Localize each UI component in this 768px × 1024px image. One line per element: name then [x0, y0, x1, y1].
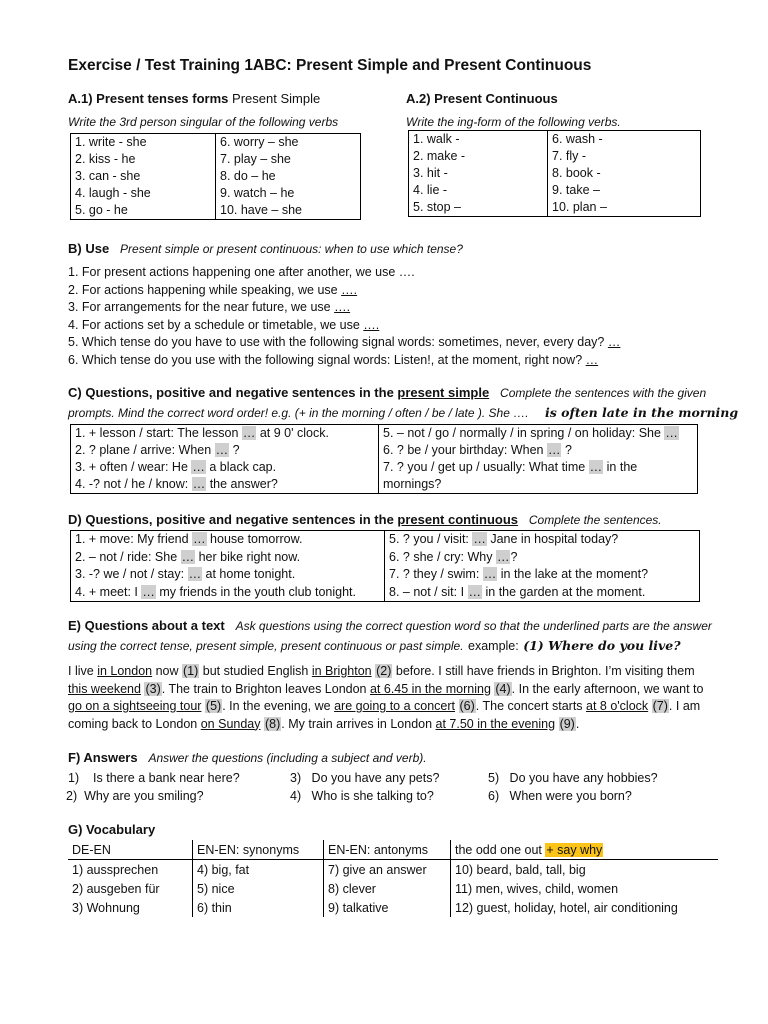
b-line [68, 282, 620, 300]
f-num: 6) [488, 789, 500, 803]
d-item [75, 566, 356, 584]
c-instruction-line [68, 404, 738, 422]
a1-table [70, 133, 361, 220]
d-text: Jane in hospital today? [486, 532, 619, 546]
d-instruction: Complete the sentences. [528, 513, 662, 527]
c-blank: … [192, 477, 206, 491]
a2-col1 [409, 131, 548, 217]
c-item [379, 459, 697, 476]
a1-col2 [216, 134, 361, 220]
a2-item: 3. hit - [413, 166, 448, 180]
e-instruction2: using the correct tense, present simple, present continuous or past simple. [68, 639, 464, 653]
c-text: 3. + often / wear: He [75, 460, 192, 474]
e-example-label: example: [468, 639, 519, 653]
d-table [70, 530, 700, 602]
d-heading-line [68, 512, 662, 527]
a2-item: 2. make - [413, 149, 466, 163]
page-title: Exercise / Test Training 1ABC: Present Simple and Present Continuous [68, 57, 592, 74]
a1-heading-bold: A.1) Present tenses forms [68, 91, 229, 106]
a2-item: 5. stop – [413, 200, 461, 214]
b-line [68, 264, 620, 282]
d-blank: … [188, 567, 202, 581]
f-text: Is there a bank near here? [93, 771, 240, 785]
e-text: but studied English [199, 664, 312, 678]
e-text: . In the early afternoon, we want to [511, 681, 704, 696]
c-text: 7. ? you / get up / usually: What time [383, 460, 589, 474]
b-line [68, 299, 620, 317]
f-text: Who is she talking to? [311, 789, 434, 803]
c-item [71, 476, 378, 493]
f-text: When were you born? [509, 789, 632, 803]
b-instruction: Present simple or present continuous: when to use which tense? [120, 242, 463, 256]
c-blank: … [215, 443, 229, 457]
c-blank: … [242, 426, 256, 440]
d-heading: D) Questions, positive and negative sentences in the [68, 512, 398, 527]
e-underlined-answer: go on a sightseeing tour [68, 699, 202, 713]
c-item [71, 459, 378, 476]
a1-heading [68, 91, 320, 107]
b-line [68, 317, 620, 335]
b-line [68, 352, 620, 370]
f-item [68, 771, 240, 785]
c-text: 5. – not / go / normally / in spring / on holiday: She [383, 426, 665, 440]
f-text: Do you have any pets? [311, 771, 440, 785]
c-heading: C) Questions, positive and negative sentences in the [68, 385, 398, 400]
a1-item: 1. write - she [75, 135, 147, 149]
e-question-number: (8) [265, 716, 281, 731]
b-line-text: 2. For actions happening while speaking, we use [68, 282, 342, 297]
d-item [389, 549, 648, 567]
e-underlined-answer: are going to a concert [334, 699, 456, 713]
e-text: . In the evening, we [222, 699, 335, 713]
a2-item: 8. book - [552, 166, 601, 180]
c-instruction: Complete the sentences with the given [500, 386, 707, 400]
c-example-answer: is often late in the morning [545, 405, 739, 420]
f-heading-line [68, 750, 427, 765]
g-header-odd [451, 840, 719, 860]
a1-item: 8. do – he [220, 169, 276, 183]
d-blank: … [181, 549, 195, 564]
c-item [379, 425, 697, 442]
d-text: my friends in the youth club tonight. [155, 584, 356, 599]
d-item [389, 566, 648, 584]
e-underlined-answer: this weekend [68, 681, 141, 696]
d-text: 8. – not / sit: I [389, 584, 468, 599]
e-underlined-answer: in London [97, 664, 153, 678]
b-heading: B) Use [68, 241, 110, 256]
c-item [379, 476, 697, 493]
f-num: 5) [488, 771, 500, 785]
e-instruction-line [68, 637, 681, 655]
e-underlined-answer: at 6.45 in the morning [369, 681, 491, 696]
c-text: a black cap. [205, 460, 277, 474]
c-blank: … [547, 443, 561, 457]
a1-item: 9. watch – he [220, 186, 295, 200]
f-num: 4) [290, 789, 302, 803]
a2-instruction: Write the ing-form of the following verbs. [406, 115, 621, 129]
e-text [455, 699, 458, 713]
a1-item: 7. play – she [220, 152, 291, 166]
f-item [488, 771, 658, 785]
e-question-number: (1) [183, 664, 199, 678]
d-text: 5. ? you / visit: [389, 532, 473, 546]
g-cell: 7) give an answer [324, 860, 451, 880]
c-blank: … [665, 426, 678, 440]
b-blank: …. [334, 300, 351, 314]
e-text: . The concert starts [475, 699, 587, 713]
e-text: I live [68, 664, 98, 678]
a1-item: 4. laugh - she [75, 186, 151, 200]
d-blank: … [468, 584, 482, 599]
g-row [68, 879, 718, 898]
c-text: ? [561, 443, 572, 457]
e-text: now [152, 664, 182, 678]
d-col-left [75, 531, 356, 601]
e-example-answer: (1) Where do you live? [523, 638, 681, 653]
d-divider [384, 531, 385, 601]
g-cell: 10) beard, bald, tall, big [455, 862, 586, 877]
a1-item: 10. have – she [220, 203, 303, 217]
d-text: 2. – not / ride: She [75, 549, 181, 564]
d-col-right [389, 531, 648, 601]
e-underlined-answer: at 7.50 in the evening [435, 716, 556, 731]
c-text: at 9 0' clock. [256, 426, 329, 440]
a2-item: 4. lie - [413, 183, 448, 197]
c-text: 1. + lesson / start: The lesson [75, 426, 242, 440]
b-line [68, 334, 620, 352]
f-instruction: Answer the questions (including a subject and verb). [148, 751, 427, 765]
f-text: Do you have any hobbies? [509, 771, 658, 785]
g-cell: 6) thin [193, 898, 324, 917]
c-item [71, 442, 378, 459]
a2-heading: A.2) Present Continuous [406, 91, 558, 106]
d-item [75, 531, 356, 549]
c-text: 4. -? not / he / know: [75, 477, 192, 491]
d-blank: … [193, 532, 206, 546]
d-text: 6. ? she / cry: Why [389, 549, 496, 564]
a2-item: 9. take – [552, 183, 600, 197]
e-underlined-answer: on Sunday [200, 716, 261, 731]
d-text: in the garden at the moment. [482, 584, 646, 599]
f-item [66, 789, 204, 803]
c-item [379, 442, 697, 459]
c-text: 2. ? plane / arrive: When [75, 443, 215, 457]
c-col-right [379, 425, 698, 494]
d-text: 4. + meet: I [75, 584, 142, 599]
b-line-text: 1. For present actions happening one after another, we use …. [68, 265, 415, 279]
c-col-left [71, 425, 379, 494]
g-cell: 2) ausgeben für [68, 879, 193, 898]
d-text: ? [510, 549, 518, 564]
a2-item: 1. walk - [413, 132, 460, 146]
d-text: 1. + move: My friend [75, 532, 193, 546]
g-header-text: the odd one out [455, 842, 542, 857]
g-cell: 1) aussprechen [68, 860, 193, 880]
g-header-highlight: + say why [546, 842, 603, 857]
d-text: house tomorrow. [206, 532, 303, 546]
d-text: 7. ? they / swim: [389, 567, 483, 581]
f-num: 2) [66, 789, 78, 803]
f-item [488, 789, 632, 803]
d-blank: … [142, 584, 155, 599]
g-cell: 5) nice [193, 879, 324, 898]
b-line-text: 3. For arrangements for the near future, we use [68, 300, 335, 314]
b-blank: … [585, 352, 599, 367]
d-item [75, 584, 356, 602]
e-question-number: (4) [495, 681, 511, 696]
g-cell: 11) men, wives, child, women [455, 881, 619, 896]
b-line-text: 5. Which tense do you have to use with the following signal words: sometimes, never, every day? [68, 335, 608, 349]
e-question-number: (3) [145, 681, 161, 696]
b-blank: …. [363, 317, 380, 332]
e-paragraph [68, 663, 704, 733]
a1-instruction: Write the 3rd person singular of the following verbs [68, 115, 339, 129]
a2-item: 10. plan – [552, 200, 607, 214]
c-text: ? [229, 443, 240, 457]
d-text: in the lake at the moment? [497, 567, 649, 581]
g-row [68, 898, 718, 917]
e-text: . [575, 716, 580, 731]
g-cell: 8) clever [324, 879, 451, 898]
g-cell: 12) guest, holiday, hotel, air conditioning [455, 900, 678, 915]
b-blank: … [607, 335, 621, 349]
b-lines [68, 264, 620, 369]
f-item [290, 771, 439, 785]
e-question-number: (6) [459, 699, 475, 713]
c-blank: … [589, 460, 603, 474]
g-cell: 3) Wohnung [68, 898, 193, 917]
e-question-number: (9) [559, 716, 575, 731]
e-instruction: Ask questions using the correct question word so that the underlined parts are the answer [235, 619, 712, 633]
g-header-row [68, 840, 718, 860]
d-text: her bike right now. [195, 549, 301, 564]
g-header: EN-EN: synonyms [193, 840, 324, 860]
c-table [70, 424, 698, 494]
g-table [68, 840, 718, 917]
d-blank: … [496, 549, 510, 564]
e-text: before. I still have friends in Brighton. I’m visiting them [392, 664, 695, 678]
e-question-number: (5) [205, 699, 222, 713]
e-question-number: (2) [376, 664, 392, 678]
g-cell: 9) talkative [324, 898, 451, 917]
f-num: 1) [68, 771, 80, 785]
a1-item: 2. kiss - he [75, 152, 136, 166]
a1-item: 6. worry – she [220, 135, 299, 149]
e-underlined-answer: at 8 o'clock [586, 699, 649, 713]
c-text: 6. ? be / your birthday: When [383, 443, 547, 457]
c-heading-underlined: present simple [397, 385, 490, 400]
c-text: the answer? [206, 477, 278, 491]
a2-col2 [548, 131, 701, 217]
e-text: . The train to Brighton leaves London [161, 681, 370, 696]
e-heading: E) Questions about a text [68, 618, 225, 633]
a1-item: 3. can - she [75, 169, 141, 183]
b-blank: …. [341, 282, 358, 297]
a2-item: 6. wash - [552, 132, 603, 146]
g-heading: G) Vocabulary [68, 822, 156, 837]
c-heading-line [68, 385, 706, 400]
c-text: mornings? [383, 477, 442, 491]
g-header: DE-EN [68, 840, 193, 860]
e-question-number: (7) [652, 699, 668, 713]
g-header: EN-EN: antonyms [324, 840, 451, 860]
d-blank: … [473, 532, 486, 546]
d-blank: … [483, 567, 497, 581]
c-item [71, 425, 378, 442]
e-heading-line [68, 618, 712, 633]
a2-table [408, 130, 701, 217]
e-text: . I am coming back to London [68, 699, 701, 731]
c-instruction2: prompts. Mind the correct word order! e.g. (+ in the morning / often / be / late ). She …. [68, 406, 529, 420]
g-row [68, 860, 718, 880]
f-item [290, 789, 434, 803]
d-item [75, 549, 356, 567]
a1-col1 [71, 134, 216, 220]
e-text: . My train arrives in London [281, 716, 436, 731]
e-underlined-answer: in Brighton [311, 664, 372, 678]
d-text: at home tonight. [202, 567, 296, 581]
a1-item: 5. go - he [75, 203, 128, 217]
a1-heading-normal: Present Simple [232, 91, 321, 106]
b-line-text: 4. For actions set by a schedule or timetable, we use [68, 317, 364, 332]
b-line-text: 6. Which tense do you use with the following signal words: Listen!, at the moment, right now? [68, 352, 586, 367]
d-heading-underlined: present continuous [397, 512, 519, 527]
d-text: 3. -? we / not / stay: [75, 567, 188, 581]
d-item [389, 531, 648, 549]
c-text: in the [603, 460, 638, 474]
a2-item: 7. fly - [552, 149, 587, 163]
f-heading: F) Answers [68, 750, 138, 765]
c-blank: … [192, 460, 205, 474]
b-heading-line [68, 241, 463, 257]
d-item [389, 584, 648, 602]
f-text: Why are you smiling? [84, 789, 204, 803]
g-cell: 4) big, fat [193, 860, 324, 880]
f-num: 3) [290, 771, 302, 785]
